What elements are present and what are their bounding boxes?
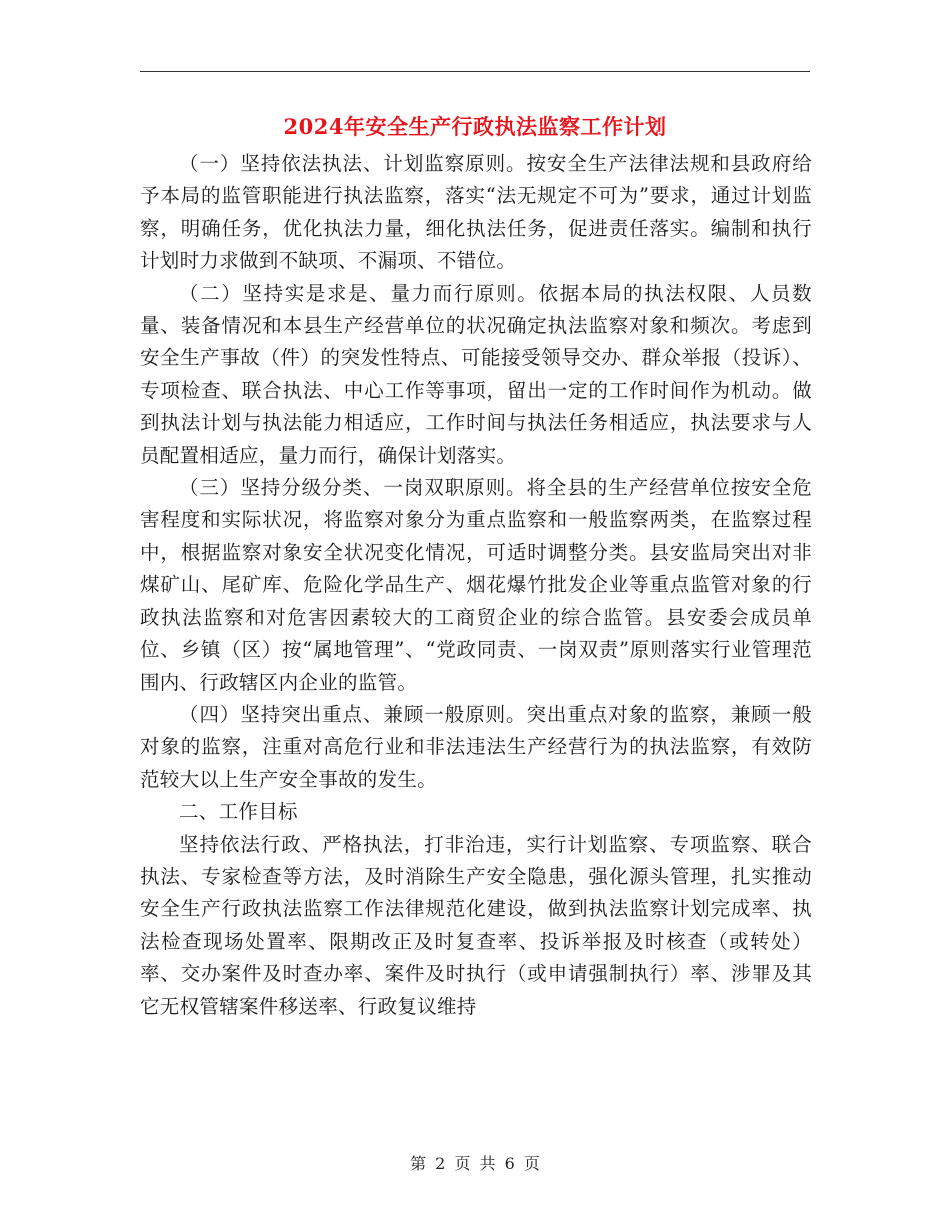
- section-heading-goals: 二、工作目标: [179, 800, 298, 824]
- paragraph-principle-1: （一）坚持依法执法、计划监察原则。按安全生产法律法规和县政府给予本局的监管职能进行执法监察，落实“法无规定不可为”要求，通过计划监察，明确任务，优化执法力量，细化执法任务，促进责任落实。编制和执行计划时力求做到不缺项、不漏项、不错位。: [140, 152, 812, 273]
- paragraph-principle-2: （二）坚持实是求是、量力而行原则。依据本局的执法权限、人员数量、装备情况和本县生产经营单位的状况确定执法监察对象和频次。考虑到安全生产事故（件）的突发性特点、可能接受领导交办、群众举报（投诉）、专项检查、联合执法、中心工作等事项，留出一定的工作时间作为机动。做到执法计划与执法能力相适应，工作时间与执法任务相适应，执法要求与人员配置相适应，量力而行，确保计划落实。: [140, 281, 812, 467]
- document-title: 2024年安全生产行政执法监察工作计划: [283, 114, 667, 139]
- paragraph-goals: 坚持依法行政、严格执法，打非治违，实行计划监察、专项监察、联合执法、专家检查等方法，及时消除生产安全隐患，强化源头管理，扎实推动安全生产行政执法监察工作法律规范化建设，做到执法监察计划完成率、执法检查现场处置率、限期改正及时复查率、投诉举报及时核查（或转处）率、交办案件及时查办率、案件及时执行（或申请强制执行）率、涉罪及其它无权管辖案件移送率、行政复议维持: [140, 832, 812, 1018]
- document-body: [140, 148, 812, 1023]
- page-number: 第 2 页 共 6 页: [410, 1154, 540, 1173]
- paragraph-principle-4: （四）坚持突出重点、兼顾一般原则。突出重点对象的监察，兼顾一般对象的监察，注重对高危行业和非法违法生产经营行为的执法监察，有效防范较大以上生产安全事故的发生。: [140, 702, 812, 791]
- paragraph-principle-3: （三）坚持分级分类、一岗双职原则。将全县的生产经营单位按安全危害程度和实际状况，将监察对象分为重点监察和一般监察两类，在监察过程中，根据监察对象安全状况变化情况，可适时调整分类。县安监局突出对非煤矿山、尾矿库、危险化学品生产、烟花爆竹批发企业等重点监管对象的行政执法监察和对危害因素较大的工商贸企业的综合监管。县安委会成员单位、乡镇（区）按“属地管理”、“党政同责、一岗双责”原则落实行业管理范围内、行政辖区内企业的监管。: [140, 476, 812, 694]
- header-rule: [140, 71, 810, 72]
